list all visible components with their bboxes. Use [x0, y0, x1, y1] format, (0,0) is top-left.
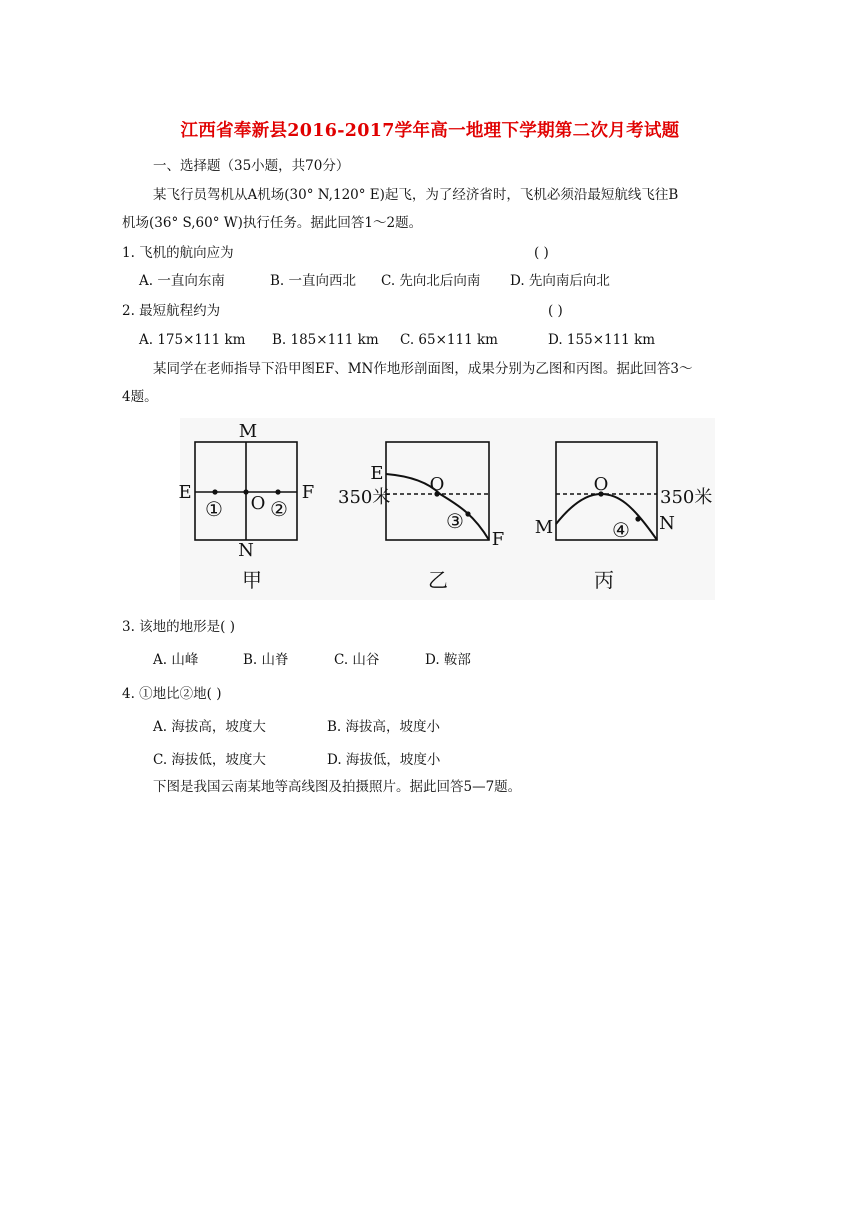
question-3-option-d: D. 鞍部: [425, 652, 471, 668]
question-4-option-b: B. 海拔高，坡度小: [327, 719, 441, 735]
question-1-option-a: A. 一直向东南: [139, 273, 225, 289]
jia-point-1: ①: [205, 497, 223, 521]
yi-label-o: O: [429, 474, 445, 495]
question-4-stem: 4. ①地比②地( ): [122, 686, 222, 702]
intro-paragraph-1-line-1: 某飞行员驾机从A机场(30° N,120° E)起飞，为了经济省时，飞机必须沿最短航线飞往B: [153, 187, 679, 203]
question-4-option-a: A. 海拔高，坡度大: [153, 719, 266, 735]
question-3-option-b: B. 山脊: [243, 652, 289, 668]
bing-label-o: O: [593, 474, 609, 495]
jia-label-o: O: [250, 493, 266, 514]
intro-paragraph-2-line-2: 4题。: [122, 389, 158, 405]
jia-caption: 甲: [242, 568, 262, 592]
section-heading: 一、选择题（35小题，共70分）: [153, 158, 350, 174]
yi-point-3: ③: [446, 509, 464, 533]
question-3-stem: 3. 该地的地形是( ): [122, 619, 235, 635]
question-2-answer-bracket: ( ): [548, 303, 563, 319]
question-1-answer-bracket: ( ): [534, 245, 549, 261]
question-3-option-a: A. 山峰: [153, 652, 199, 668]
jia-label-n: N: [238, 540, 254, 561]
question-1-option-d: D. 先向南后向北: [510, 273, 610, 289]
jia-label-f: F: [301, 482, 315, 503]
intro-paragraph-1-line-2: 机场(36° S,60° W)执行任务。据此回答1～2题。: [122, 215, 423, 231]
intro-paragraph-3: 下图是我国云南某地等高线图及拍摄照片。据此回答5—7题。: [153, 779, 522, 795]
terrain-profile-figures: [180, 418, 715, 600]
bing-caption: 丙: [594, 568, 614, 592]
bing-contour-level: 350米: [660, 487, 713, 508]
intro-paragraph-2-line-1: 某同学在老师指导下沿甲图EF、MN作地形剖面图，成果分别为乙图和丙图。据此回答3～: [153, 361, 693, 377]
yi-label-f: F: [491, 529, 505, 550]
bing-label-m: M: [534, 517, 554, 538]
question-2-option-c: C. 65×111 km: [400, 332, 498, 348]
bing-point-4: ④: [612, 518, 630, 542]
question-4-option-c: C. 海拔低，坡度大: [153, 752, 266, 768]
page-title: 江西省奉新县2016-2017学年高一地理下学期第二次月考试题: [180, 121, 680, 141]
question-1-option-b: B. 一直向西北: [270, 273, 357, 289]
jia-label-e: E: [178, 482, 192, 503]
question-3-option-c: C. 山谷: [334, 652, 380, 668]
yi-contour-level: 350米: [338, 487, 391, 508]
question-2-option-b: B. 185×111 km: [272, 332, 379, 348]
question-4-option-d: D. 海拔低，坡度小: [327, 752, 441, 768]
yi-label-e: E: [370, 463, 384, 484]
question-1-option-c: C. 先向北后向南: [381, 273, 481, 289]
question-1-stem: 1. 飞机的航向应为: [122, 245, 234, 261]
bing-label-n: N: [659, 513, 675, 534]
jia-point-2: ②: [270, 497, 288, 521]
question-2-option-d: D. 155×111 km: [548, 332, 656, 348]
jia-label-m: M: [238, 421, 258, 442]
question-2-option-a: A. 175×111 km: [139, 332, 246, 348]
question-2-stem: 2. 最短航程约为: [122, 303, 221, 319]
yi-caption: 乙: [428, 568, 448, 592]
